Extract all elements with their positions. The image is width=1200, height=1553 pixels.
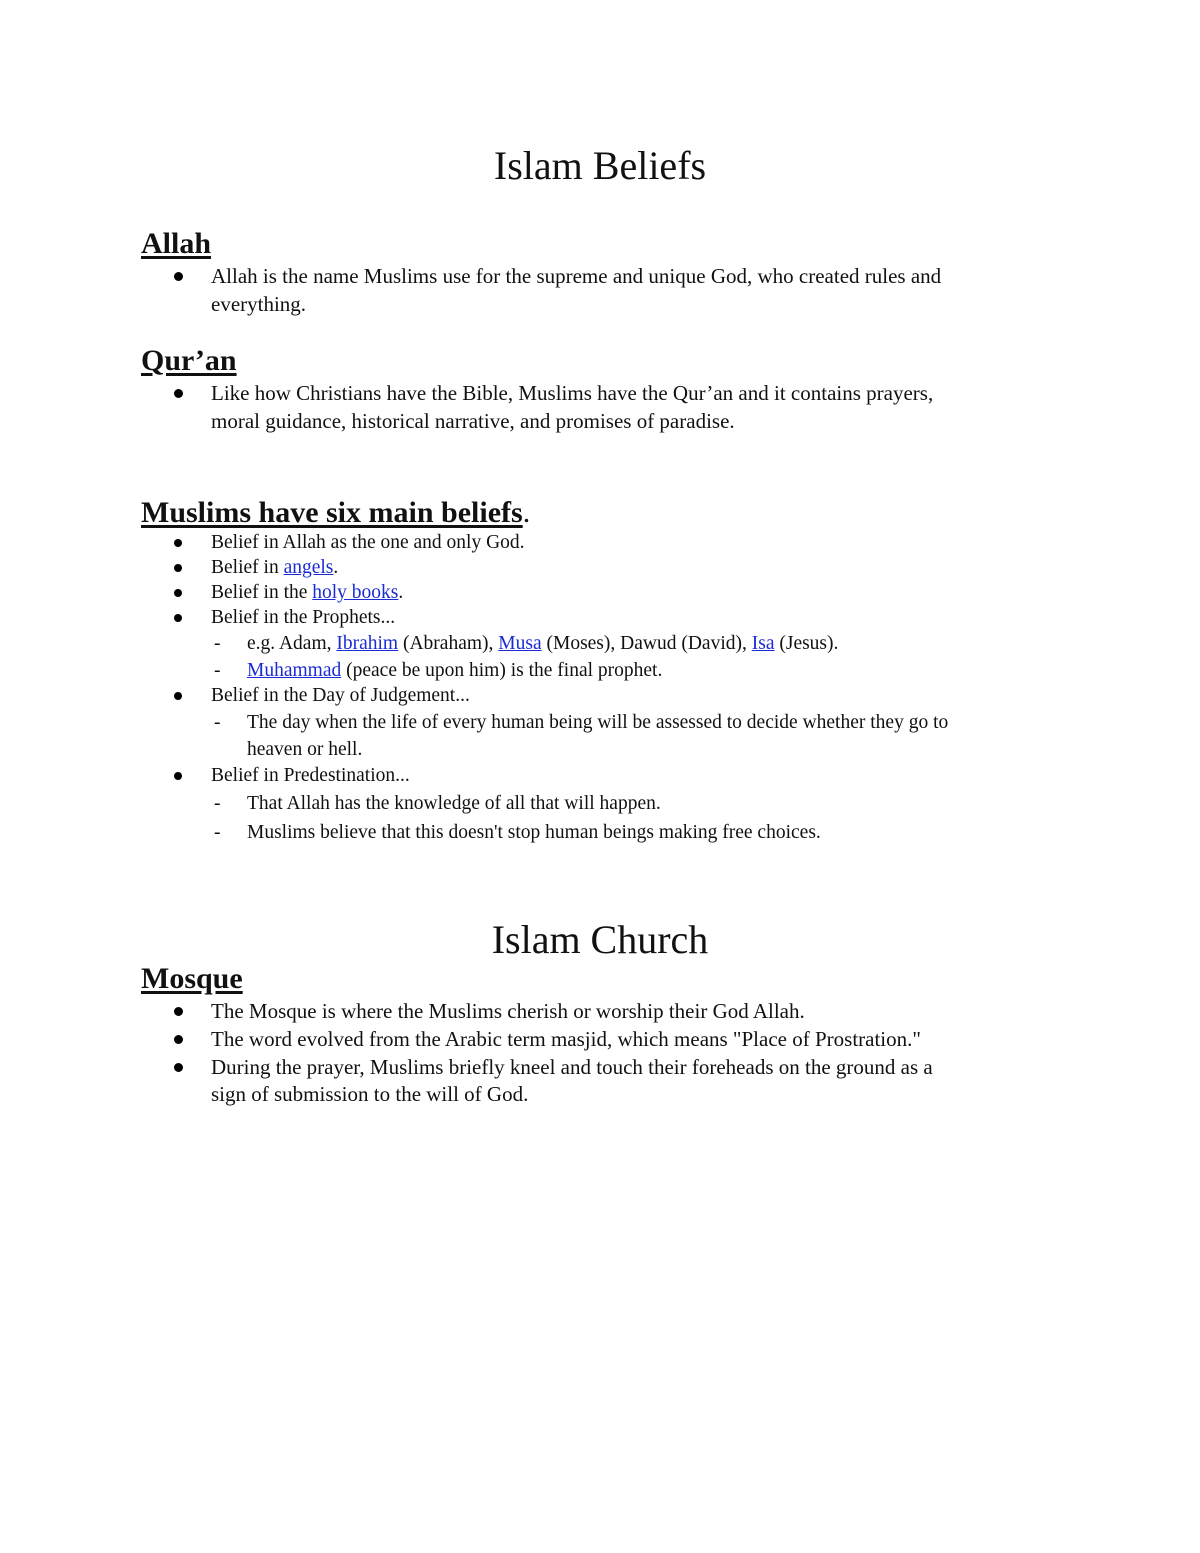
list-item bbox=[211, 1025, 921, 1053]
sub-list-item-text: (Jesus). bbox=[774, 633, 839, 654]
page-title: Islam Beliefs bbox=[493, 143, 707, 188]
list-item-text: Belief in the bbox=[211, 582, 313, 603]
list-item-continuation bbox=[211, 290, 306, 318]
list-item-text: Belief in Allah as the one and only God. bbox=[211, 532, 525, 553]
section-heading-quran: Qur’an bbox=[141, 344, 237, 377]
link-ibrahim[interactable]: Ibrahim bbox=[336, 633, 399, 654]
heading-text: Muslims have six main beliefs bbox=[141, 496, 523, 529]
list-item bbox=[211, 605, 395, 631]
list-item-text: Like how Christians have the Bible, Muslims have the Qur’an and it contains prayers, bbox=[211, 381, 934, 405]
list-item-text: everything. bbox=[211, 292, 307, 316]
list-item-text: sign of submission to the will of God. bbox=[211, 1082, 529, 1106]
list-item-text: . bbox=[333, 557, 339, 578]
sub-list-item-text: (Abraham), bbox=[398, 633, 499, 654]
list-item-continuation bbox=[211, 1080, 528, 1108]
sub-list-item-continuation bbox=[247, 736, 362, 763]
sub-list-item-text: Muslims believe that this doesn't stop human beings making free choices. bbox=[247, 822, 821, 843]
list-item bbox=[211, 580, 403, 606]
list-item bbox=[211, 379, 933, 407]
sub-list-item-text: e.g. Adam, bbox=[247, 633, 337, 654]
heading-period: . bbox=[522, 496, 531, 529]
list-item-text: . bbox=[398, 582, 404, 603]
link-isa[interactable]: Isa bbox=[751, 633, 775, 654]
sub-list-item bbox=[247, 657, 662, 684]
sub-list-item bbox=[247, 819, 821, 846]
sub-list-item-text: (peace be upon him) is the final prophet. bbox=[341, 660, 663, 681]
list-item bbox=[211, 555, 338, 581]
sub-list-item bbox=[247, 709, 948, 736]
list-item-text: The word evolved from the Arabic term masjid, which means "Place of Prostration." bbox=[211, 1027, 921, 1051]
list-item-text: During the prayer, Muslims briefly kneel and touch their foreheads on the ground as a bbox=[211, 1055, 933, 1079]
sub-list-item-text: That Allah has the knowledge of all that will happen. bbox=[247, 793, 661, 814]
list-item bbox=[211, 997, 805, 1025]
section-title-church: Islam Church bbox=[491, 917, 709, 962]
sub-list-item-text: heaven or hell. bbox=[247, 739, 363, 760]
list-item-text: The Mosque is where the Muslims cherish or worship their God Allah. bbox=[211, 999, 805, 1023]
list-item bbox=[211, 683, 470, 709]
sub-list-item-text: The day when the life of every human being will be assessed to decide whether they go to bbox=[247, 712, 949, 733]
section-heading-mosque: Mosque bbox=[141, 962, 243, 995]
list-item-continuation bbox=[211, 407, 735, 435]
list-item-text: moral guidance, historical narrative, and promises of paradise. bbox=[211, 409, 735, 433]
section-heading-allah: Allah bbox=[141, 227, 212, 260]
sub-list-item-text: (Moses), Dawud (David), bbox=[541, 633, 752, 654]
sub-list-item bbox=[247, 790, 661, 817]
list-item bbox=[211, 262, 941, 290]
list-item-text: Belief in the Prophets... bbox=[211, 607, 396, 628]
list-item-text: Allah is the name Muslims use for the supreme and unique God, who created rules and bbox=[211, 264, 942, 288]
sub-list-item bbox=[247, 630, 838, 657]
list-item bbox=[211, 530, 525, 556]
list-item bbox=[211, 1053, 933, 1081]
link-musa[interactable]: Musa bbox=[498, 633, 542, 654]
link-angels[interactable]: angels bbox=[283, 557, 334, 578]
list-item-text: Belief in bbox=[211, 557, 284, 578]
list-item-text: Belief in Predestination... bbox=[211, 765, 410, 786]
link-holy-books[interactable]: holy books bbox=[312, 582, 399, 603]
list-item bbox=[211, 763, 410, 789]
list-item-text: Belief in the Day of Judgement... bbox=[211, 685, 470, 706]
link-muhammad[interactable]: Muhammad bbox=[247, 660, 342, 681]
section-heading-six-beliefs bbox=[141, 498, 530, 528]
